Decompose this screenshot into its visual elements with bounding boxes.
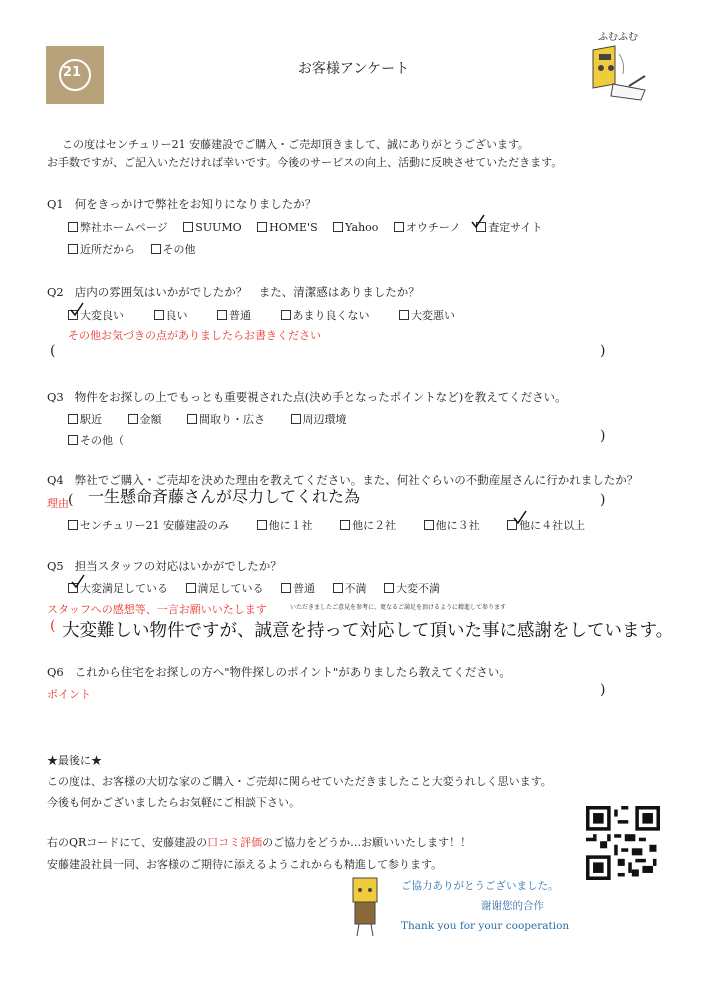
thanks-chinese: 谢谢您的合作 [481, 900, 544, 912]
q3-label [47, 389, 567, 405]
intro-line-1: この度はセンチュリー21 安藤建設でご購入・ご売却頂きまして、誠にありがとうございます。 [62, 138, 530, 151]
q3-paren-close: ) [600, 428, 606, 444]
page-title: お客様アンケート [297, 61, 410, 77]
q2-option-checked[interactable]: 大変良い [68, 309, 124, 322]
q2-option[interactable]: あまり良くない [281, 309, 370, 322]
q1-option[interactable]: 弊社ホームページ [68, 221, 168, 234]
q3-option[interactable]: 駅近 [68, 413, 102, 426]
logo-number: 21 [63, 65, 82, 80]
q2-option[interactable]: 大変悪い [399, 309, 455, 322]
q5-prompt: スタッフへの感想等、一言お願いいたします [47, 603, 267, 616]
q5-option[interactable]: 大変不満 [384, 582, 440, 595]
final-line: 安藤建設社員一同、お客様のご期待に添えるようこれからも精進して参ります。 [47, 858, 443, 871]
q1-option[interactable]: SUUMO [183, 221, 241, 234]
intro-line-2: お手数ですが、ご記入いただければ幸いです。今後のサービスの向上、活動に反映させていただきます。 [47, 156, 563, 169]
q1-label [47, 196, 316, 212]
q5-option-checked[interactable]: 大変満足している [68, 582, 168, 595]
q4-reason-label: 理由 [47, 497, 69, 510]
q1-option[interactable]: その他 [151, 243, 196, 256]
q5-option[interactable]: 不満 [333, 582, 367, 595]
q2-check-mark [69, 302, 85, 318]
mascot-caption: ふむふむ [598, 32, 638, 43]
q4-text: 弊社でご購入・ご売却を決めた理由を教えてください。また、何社ぐらいの不動産屋さんに行かれましたか？ [74, 473, 639, 487]
q2-option[interactable]: 普通 [217, 309, 251, 322]
q6-label [47, 664, 511, 680]
q1-option[interactable]: オウチーノ [394, 221, 461, 234]
review-qr-code[interactable] [586, 806, 660, 880]
q3-number: Q3 [47, 390, 64, 404]
thanks-english: Thank you for your cooperation [401, 920, 570, 932]
q1-option[interactable]: Yahoo [333, 221, 378, 234]
q5-paren-open: ( [50, 618, 56, 634]
thanks-japanese: ご協力ありがとうございました。 [401, 880, 559, 892]
q1-option[interactable]: 近所だから [68, 243, 135, 256]
q5-option[interactable]: 普通 [281, 582, 315, 595]
q4-option[interactable]: 他に１社 [257, 519, 313, 532]
q2-text: 店内の雰囲気はいかがでしたか？ また、清潔感はありましたか？ [74, 285, 420, 299]
q5-label [47, 558, 282, 574]
q2-options [68, 307, 481, 323]
q4-reason-handwritten: 一生懸命斉藤さんが尽力してくれた為 [88, 487, 361, 506]
q3-option[interactable]: 間取り・広さ [187, 413, 265, 426]
q4-number: Q4 [47, 473, 64, 487]
q4-check-mark [512, 510, 528, 526]
q1-option[interactable]: HOME'S [257, 221, 317, 234]
q4-option[interactable]: 他に２社 [340, 519, 396, 532]
q5-options [68, 580, 440, 596]
q6-point-label: ポイント [47, 688, 91, 701]
q6-text: これから住宅をお探しの方へ"物件探しのポイント"がありましたら教えてください。 [74, 665, 511, 679]
q3-text: 物件をお探しの上でもっとも重要視された点(決め手となったポイントなど)を教えてください。 [74, 390, 567, 404]
q4-options [68, 517, 585, 533]
q4-paren-close: ) [600, 492, 606, 508]
q3-other[interactable]: その他（ [68, 432, 136, 448]
q2-prompt: その他お気づきの点がありましたらお書きください [68, 329, 321, 342]
q5-check-mark [70, 574, 86, 590]
q2-paren-open: ( [50, 343, 56, 359]
q6-paren-close: ) [600, 682, 606, 698]
q4-paren-open: ( [68, 492, 74, 508]
q5-text: 担当スタッフの対応はいかがでしたか？ [74, 559, 282, 573]
q1-number: Q1 [47, 197, 64, 211]
q5-option[interactable]: 満足している [186, 582, 264, 595]
q1-options-row2 [68, 241, 208, 257]
q6-number: Q6 [47, 665, 64, 679]
closing-heading: ★最後に★ [47, 754, 102, 767]
q3-option[interactable]: 周辺環境 [291, 413, 347, 426]
qr-request-line: 右のQRコードにて、安藤建設の口コミ評価のご協力をどうか…お願いいたします！！ [47, 836, 472, 849]
dog-mascot-illustration [585, 40, 655, 104]
q2-paren-close: ) [600, 343, 606, 359]
dog-mascot-bowing-illustration [343, 872, 387, 938]
q4-option[interactable]: 他に３社 [424, 519, 480, 532]
closing-line-1: この度は、お客様の大切な家のご購入・ご売却に関らせていただきましたこと大変うれしく思います。 [47, 775, 552, 788]
q5-answer-handwritten: 大変難しい物件ですが、誠意を持って対応して頂いた事に感謝をしています。 [62, 621, 674, 641]
q1-text: 何をきっかけで弊社をお知りになりましたか？ [74, 197, 317, 211]
q4-option-checked[interactable]: 他に４社以上 [507, 519, 585, 532]
q1-option-checked[interactable]: 査定サイト [476, 221, 542, 234]
q1-check-mark [470, 214, 486, 230]
q2-number: Q2 [47, 285, 64, 299]
q2-option[interactable]: 良い [154, 309, 188, 322]
review-highlight: 口コミ評価 [207, 836, 263, 849]
q3-options [68, 411, 369, 427]
q5-number: Q5 [47, 559, 64, 573]
q4-option[interactable]: センチュリー21 安藤建設のみ [68, 519, 229, 532]
closing-line-2: 今後も何かございましたらお気軽にご相談下さい。 [47, 796, 300, 809]
q2-label [47, 284, 420, 300]
q3-option[interactable]: 金額 [128, 413, 162, 426]
q5-note: いただきましたご意見を参考に、更なるご満足を頂けるように精進して参ります [290, 604, 507, 611]
